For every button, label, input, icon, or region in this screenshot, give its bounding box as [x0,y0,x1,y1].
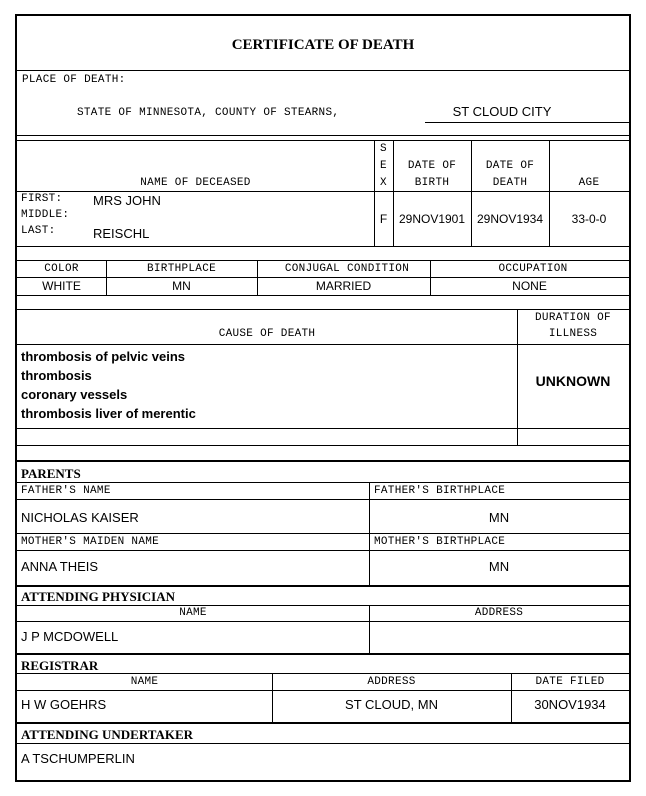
sex-value: F [379,212,388,226]
age-header: AGE [578,177,600,189]
mother-birthplace-value: MN [488,559,510,574]
first-name-label: FIRST: [21,193,63,205]
father-birthplace-label: FATHER'S BIRTHPLACE [374,485,506,497]
registrar-name-value: H W GOEHRS [21,697,107,712]
date-filed-label: DATE FILED [535,676,605,688]
date-filed-value: 30NOV1934 [534,697,606,712]
occupation-header: OCCUPATION [498,263,568,275]
sex-header: S [380,143,387,155]
cause-line: thrombosis liver of merentic [21,406,196,421]
date-of-death-value: 29NOV1934 [476,212,544,226]
cause-line: coronary vessels [21,387,128,402]
date-of-birth-value: 29NOV1901 [398,212,466,226]
cause-line: thrombosis of pelvic veins [21,349,185,364]
physician-section-title: ATTENDING PHYSICIAN [21,589,175,604]
physician-address-label: ADDRESS [474,607,524,619]
city-underline [425,122,629,123]
parents-section-title: PARENTS [21,466,81,481]
mother-name-value: ANNA THEIS [21,559,99,574]
undertaker-section-title: ATTENDING UNDERTAKER [21,727,194,742]
state-county-text: STATE OF MINNESOTA, COUNTY OF STEARNS, [77,107,340,119]
conjugal-condition-header: CONJUGAL CONDITION [284,263,410,275]
occupation-value: NONE [512,279,547,293]
father-name-label: FATHER'S NAME [21,485,111,497]
divider [17,135,629,136]
physician-name-label: NAME [179,607,207,619]
color-value: WHITE [42,279,81,293]
father-birthplace-value: MN [488,510,510,525]
cause-line: thrombosis [21,368,92,383]
certificate-title: CERTIFICATE OF DEATH [231,37,415,53]
death-certificate: CERTIFICATE OF DEATH PLACE OF DEATH: STATE OF MINNESOTA, COUNTY OF STEARNS, ST CLOUD CITY NAME OF DECEASED S E X DATE OF BIRTH DATE OF DEATH AGE FIRST: MIDDLE: LAST: MRS JOHN REISCHL F 29NOV1901 29NOV1934 33-0-0 COLOR BIRTHPLACE CONJUGAL CONDITION OCCUPATION WHITE MN MARRIED NONE CAUSE OF DEATH DURATION OF ILLNESS thrombosis of pelvic veins thrombosis coronary vessels thrombosis liver of merentic UNKNOWN PARENTS FATHER'S NAME FATHER'S BIRTHPLACE NICHOLAS KAISER MN MOTHER'S MAIDEN NAME MOTHER'S BIRTHPLACE ANNA THEIS MN ATTENDING PHYSICIAN NAME ADDRESS J P MCDOWELL REGISTRAR NAME ADDRESS DATE FILED H W GOEHRS ST CLOUD, MN 30NOV1934 ATTENDING UNDERTAKER A TSCHUMPERLIN [15,14,631,782]
birthplace-value: MN [172,279,191,293]
place-of-death-label: PLACE OF DEATH: [22,74,126,86]
divider [17,140,629,141]
mother-maiden-name-label: MOTHER'S MAIDEN NAME [21,536,160,548]
mother-birthplace-label: MOTHER'S BIRTHPLACE [374,536,506,548]
cause-of-death-header: CAUSE OF DEATH [218,328,316,340]
date-of-birth-header: DATE OF [407,160,457,172]
last-name-label: LAST: [21,225,56,237]
color-header: COLOR [44,263,79,275]
name-of-deceased-header: NAME OF DECEASED [140,177,251,189]
birthplace-header: BIRTHPLACE [146,263,216,275]
age-value: 33-0-0 [571,212,607,226]
father-name-value: NICHOLAS KAISER [21,510,139,525]
place-of-death-city: ST CLOUD CITY [452,104,552,119]
duration-of-illness-header: DURATION OF [535,312,611,324]
conjugal-condition-value: MARRIED [315,279,372,293]
physician-name-value: J P MCDOWELL [21,629,119,644]
registrar-section-title: REGISTRAR [21,658,99,673]
divider [17,70,629,71]
registrar-name-label: NAME [130,676,159,688]
date-of-death-header: DATE OF [485,160,535,172]
duration-of-illness-value: UNKNOWN [535,373,611,389]
last-name-value: REISCHL [93,226,150,241]
registrar-address-label: ADDRESS [367,676,416,688]
first-name-value: MRS JOHN [93,193,161,208]
undertaker-name-value: A TSCHUMPERLIN [21,751,135,766]
registrar-address-value: ST CLOUD, MN [345,697,438,712]
middle-name-label: MIDDLE: [21,209,70,221]
